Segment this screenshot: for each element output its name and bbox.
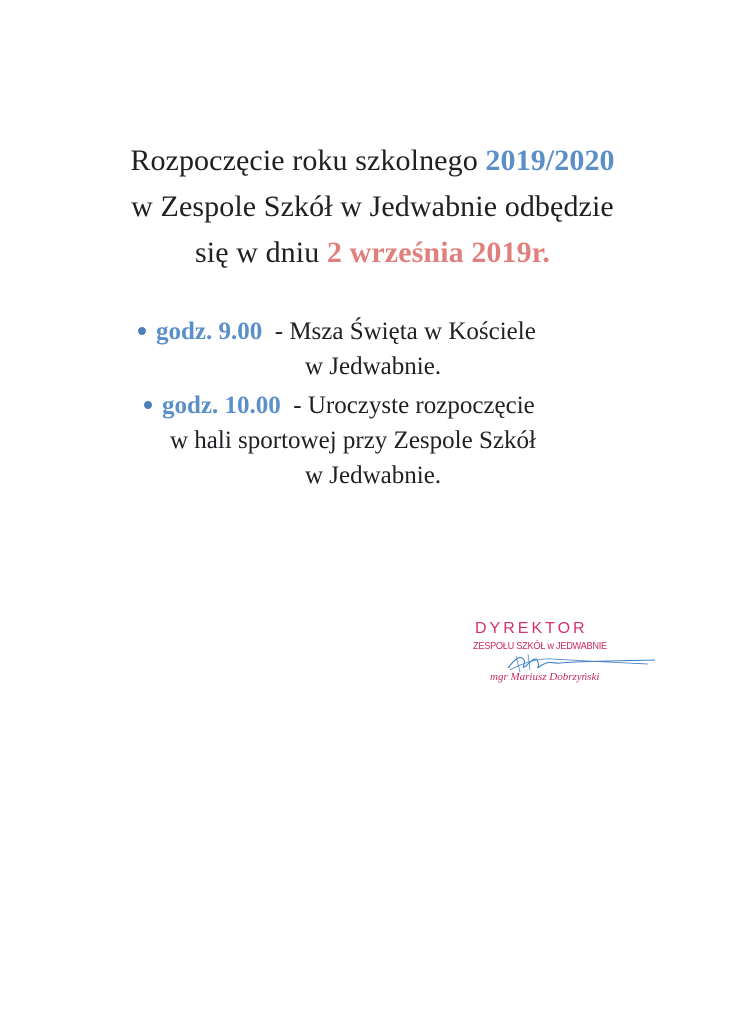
stamp-title: DYREKTOR [475, 620, 588, 637]
bullet-icon [138, 327, 146, 335]
heading-line-3 [40, 230, 705, 276]
schedule-item-2-row-1 [144, 388, 535, 423]
stamp-subtitle: ZESPOŁU SZKÓŁ w JEDWABNIE [473, 641, 607, 652]
schedule-item-1-row-1 [138, 314, 536, 349]
bullet-icon [144, 401, 152, 409]
director-stamp [460, 618, 660, 698]
heading-line-3-text: się w dniu [194, 236, 327, 269]
schedule-item-2-row-2: w hali sportowej przy Zespole Szkół [170, 427, 536, 454]
heading-line-2: w Zespole Szkół w Jedwabnie odbędzie [131, 190, 614, 223]
heading-line-1-text: Rozpoczęcie roku szkolnego [130, 144, 486, 177]
heading-line-1 [40, 138, 705, 184]
schedule-item-2-desc: - Uroczyste rozpoczęcie [280, 392, 535, 419]
schedule-item-2-row-3: w Jedwabnie. [305, 462, 442, 489]
schedule-item-1-row-2: w Jedwabnie. [305, 353, 442, 380]
schedule-item-2-time: godz. 10.00 [162, 392, 281, 419]
start-date: 2 września 2019r. [326, 236, 550, 269]
director-name: mgr Mariusz Dobrzyński [490, 671, 600, 683]
schedule-item-1-time: godz. 9.00 [156, 318, 263, 345]
schedule-item-1-desc: - Msza Święta w Kościele [262, 318, 536, 345]
announcement-heading [40, 138, 705, 276]
school-year: 2019/2020 [485, 144, 615, 177]
